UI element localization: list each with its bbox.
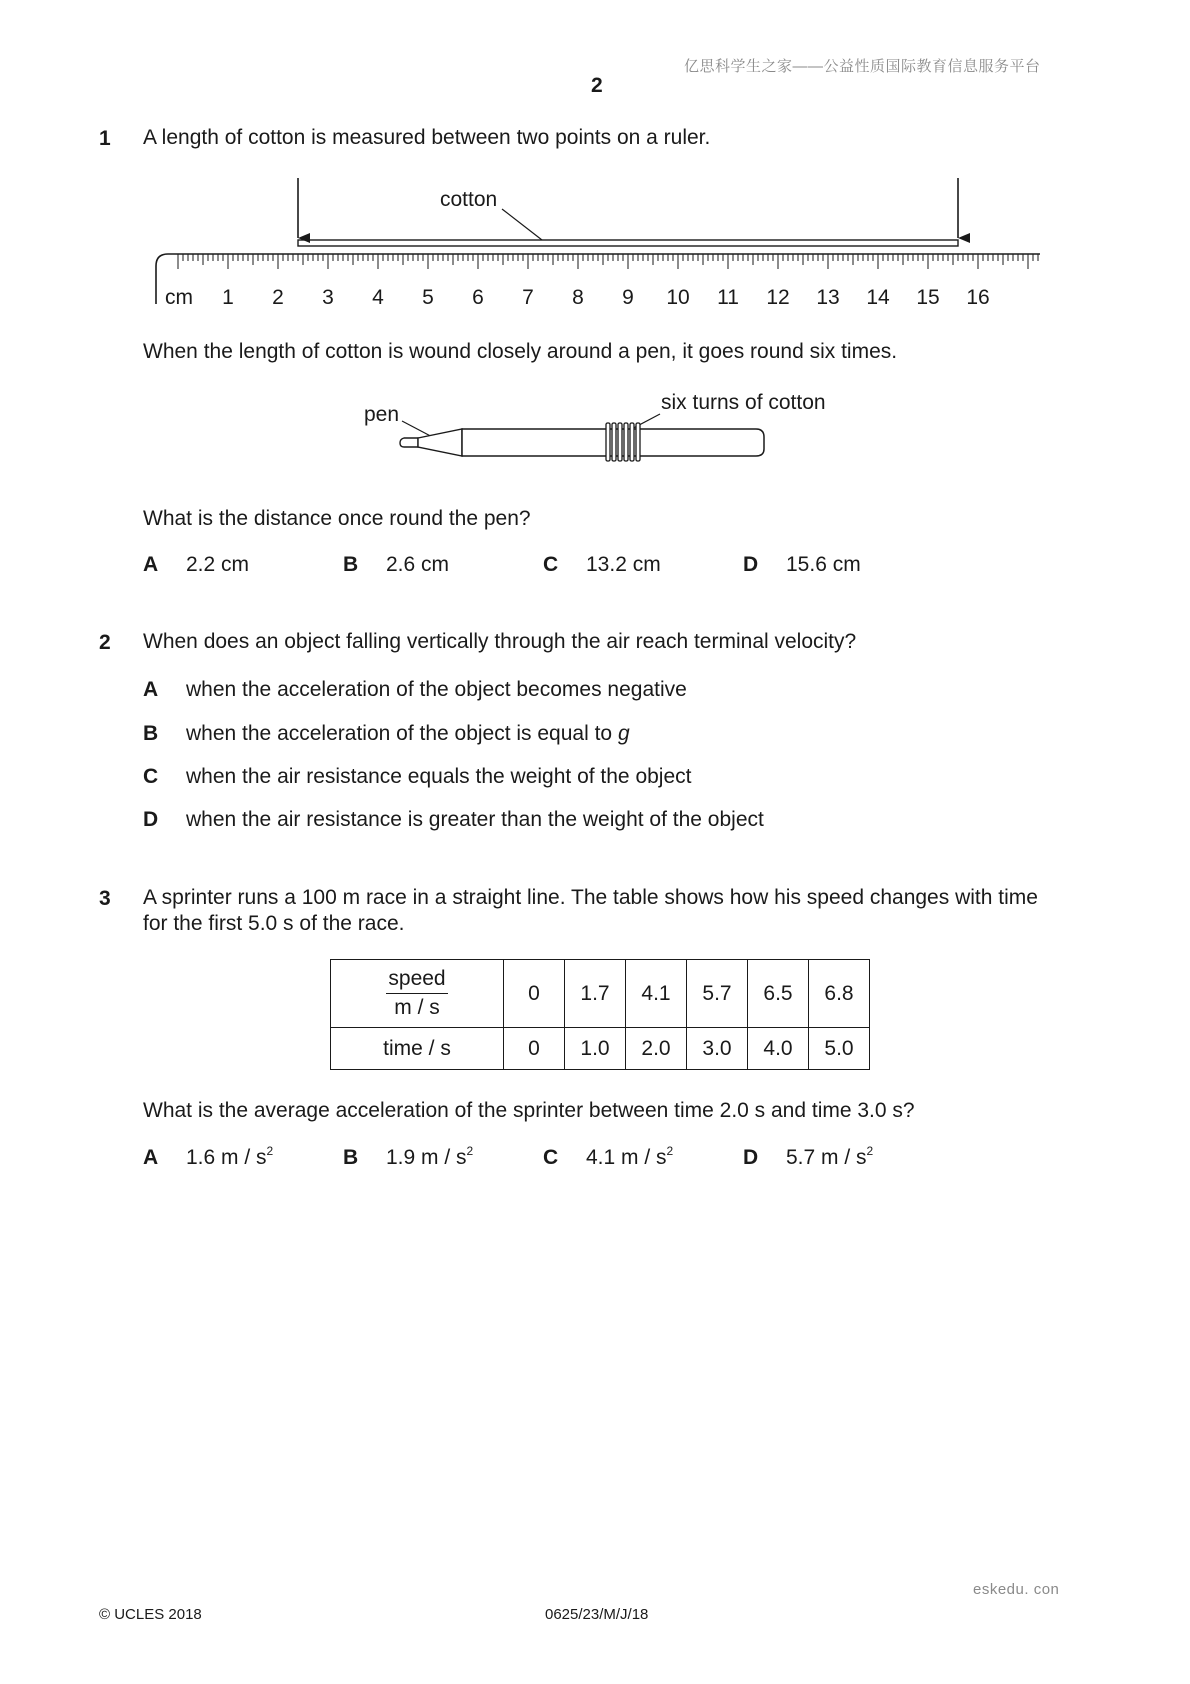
question-3-prompt: What is the average acceleration of the sprinter between time 2.0 s and time 3.0 s? <box>143 1099 915 1122</box>
speed-cell: 1.7 <box>565 960 626 1028</box>
option-letter: B <box>143 722 159 745</box>
pen-nib <box>400 438 418 447</box>
time-row <box>331 1028 870 1070</box>
ruler-edge <box>156 254 1040 304</box>
option-letter: B <box>343 1146 359 1169</box>
option-text: when the air resistance is greater than the weight of the object <box>186 808 764 831</box>
ruler-tick-label: 10 <box>666 286 690 309</box>
question-3-number: 3 <box>99 887 111 910</box>
option-letter: D <box>743 553 759 576</box>
cotton-strand <box>298 240 958 246</box>
six-turns-label: six turns of cotton <box>661 391 826 414</box>
speed-cell: 5.7 <box>687 960 748 1028</box>
cotton-leader-line <box>502 209 542 240</box>
ruler-unit-label: cm <box>165 286 193 309</box>
speed-cell: 6.5 <box>748 960 809 1028</box>
question-1-stem: A length of cotton is measured between two points on a ruler. <box>143 126 711 149</box>
q2-option-b[interactable] <box>143 722 630 746</box>
ruler-tick-label: 13 <box>816 286 840 309</box>
time-cell: 0 <box>504 1028 565 1070</box>
q1-option-c[interactable] <box>543 553 661 577</box>
q3-option-c[interactable] <box>543 1144 674 1170</box>
option-letter: D <box>743 1146 759 1169</box>
option-text: 2.6 cm <box>386 553 450 576</box>
time-cell: 3.0 <box>687 1028 748 1070</box>
ruler-tick-label: 8 <box>572 286 584 309</box>
option-text: 1.6 m / $s^2$ <box>186 1144 274 1169</box>
speed-header <box>331 960 504 1028</box>
option-letter: A <box>143 1146 159 1169</box>
q1-option-b[interactable] <box>343 553 450 577</box>
ruler-ticks <box>178 254 1038 269</box>
question-1-wind-text: When the length of cotton is wound closely around a pen, it goes round six times. <box>143 340 898 363</box>
cotton-label: cotton <box>440 188 498 211</box>
q1-option-a[interactable] <box>143 553 250 577</box>
q3-option-b[interactable] <box>343 1144 474 1170</box>
time-header: time / s <box>331 1028 504 1070</box>
speed-cell: 6.8 <box>809 960 870 1028</box>
question-2-stem: When does an object falling vertically through the air reach terminal velocity? <box>143 630 857 653</box>
question-3-stem-line-1: A sprinter runs a 100 m race in a straight line. The table shows how his speed changes with time <box>143 886 1038 909</box>
speed-time-table <box>330 959 870 1070</box>
footer-paper-code: 0625/23/M/J/18 <box>545 1606 649 1623</box>
q2-option-d[interactable] <box>143 808 764 832</box>
symbol-g: g <box>617 722 630 745</box>
option-text: when the acceleration of the object is equal to g <box>186 722 630 745</box>
watermark-text: 亿思科学生之家——公益性质国际教育信息服务平台 <box>684 58 1041 75</box>
speed-row <box>331 960 870 1028</box>
ruler-tick-label: 9 <box>622 286 634 309</box>
q2-option-c[interactable] <box>143 765 692 789</box>
option-letter: D <box>143 808 159 831</box>
pen-label: pen <box>364 403 400 426</box>
ruler-tick-label: 1 <box>222 286 234 309</box>
option-text: 1.9 m / $s^2$ <box>386 1144 474 1169</box>
time-cell: 1.0 <box>565 1028 626 1070</box>
ruler-tick-label: 14 <box>866 286 890 309</box>
option-text: when the acceleration of the object becomes negative <box>186 678 687 701</box>
ruler-tick-label: 7 <box>522 286 534 309</box>
option-letter: A <box>143 553 159 576</box>
ruler-tick-label: 16 <box>966 286 990 309</box>
ruler-labels <box>222 286 990 309</box>
option-letter: C <box>543 1146 559 1169</box>
ruler-tick-label: 4 <box>372 286 384 309</box>
option-text: 15.6 cm <box>786 553 861 576</box>
q3-option-a[interactable] <box>143 1144 274 1170</box>
speed-unit-denominator: m / s <box>394 996 440 1019</box>
speed-cell: 4.1 <box>626 960 687 1028</box>
ruler-tick-label: 12 <box>766 286 790 309</box>
ruler-tick-label: 15 <box>916 286 940 309</box>
speed-unit-numerator: speed <box>386 967 447 994</box>
ruler-tick-label: 11 <box>717 286 739 309</box>
option-text: 5.7 m / $s^2$ <box>786 1144 874 1169</box>
ruler-diagram <box>150 170 1050 315</box>
footer-copyright: © UCLES 2018 <box>99 1606 202 1623</box>
q1-option-d[interactable] <box>743 553 861 577</box>
footer-site-text: eskedu. con <box>973 1581 1060 1598</box>
ruler-tick-label: 5 <box>422 286 434 309</box>
q2-option-a[interactable] <box>143 678 687 702</box>
question-3-stem-line-2: for the first 5.0 s of the race. <box>143 912 405 935</box>
pen-diagram <box>360 385 840 485</box>
option-text: 4.1 m / $s^2$ <box>586 1144 674 1169</box>
option-text: 13.2 cm <box>586 553 661 576</box>
option-letter: A <box>143 678 159 701</box>
page-number: 2 <box>591 74 603 97</box>
time-cell: 5.0 <box>809 1028 870 1070</box>
option-text: when the air resistance equals the weight of the object <box>186 765 692 788</box>
speed-cell: 0 <box>504 960 565 1028</box>
question-1-number: 1 <box>99 127 111 150</box>
option-letter: C <box>543 553 559 576</box>
question-1-prompt: What is the distance once round the pen? <box>143 507 531 530</box>
option-letter: C <box>143 765 159 788</box>
time-cell: 4.0 <box>748 1028 809 1070</box>
ruler-tick-label: 6 <box>472 286 484 309</box>
ruler-tick-label: 2 <box>272 286 284 309</box>
option-letter: B <box>343 553 359 576</box>
q3-option-d[interactable] <box>743 1144 874 1170</box>
option-text: 2.2 cm <box>186 553 250 576</box>
time-cell: 2.0 <box>626 1028 687 1070</box>
ruler-tick-label: 3 <box>322 286 334 309</box>
question-2-number: 2 <box>99 631 111 654</box>
